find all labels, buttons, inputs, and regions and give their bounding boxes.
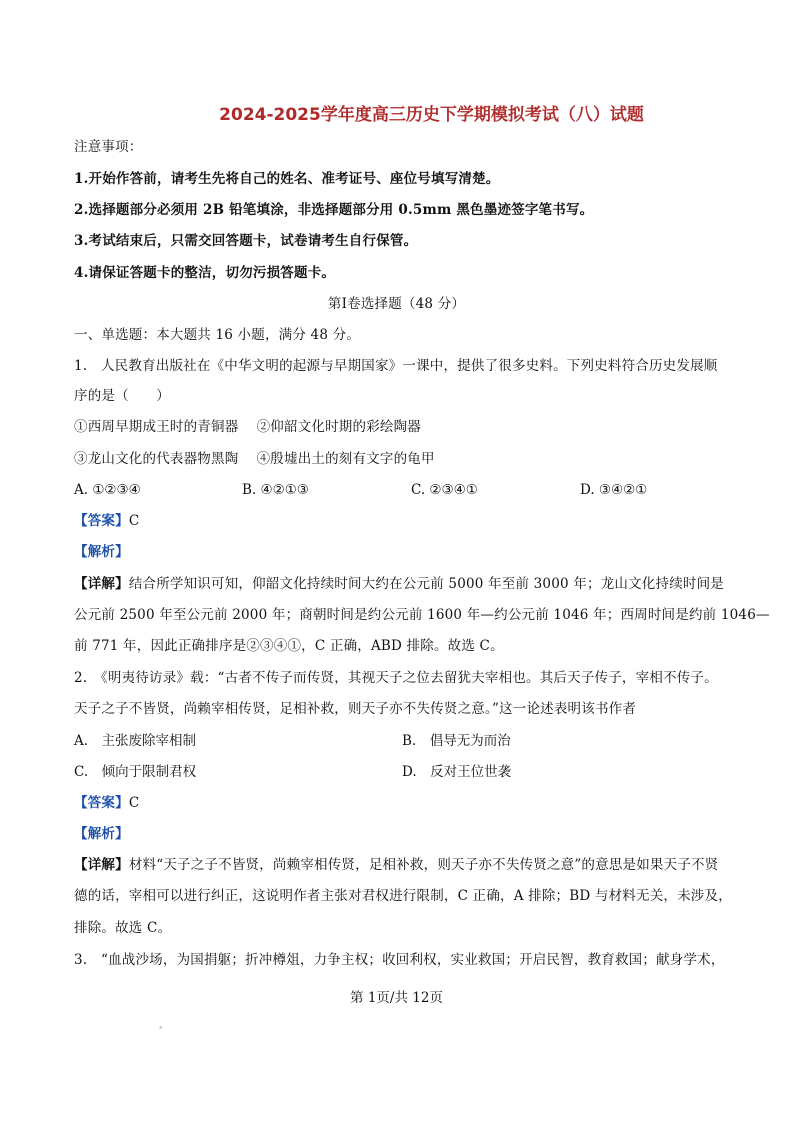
q1-answer-value: C (128, 513, 140, 529)
exam-title: 2024-2025学年度高三历史下学期模拟考试（八）试题 (219, 105, 644, 125)
q1-stem-line-2: 序的是（ ） (74, 388, 170, 404)
notice-item-1: 1.开始作答前，请考生先将自己的姓名、准考证号、座位号填写清楚。 (74, 171, 500, 187)
q2-answer-value: C (128, 795, 140, 811)
q2-detail-line-1 (74, 855, 718, 875)
q2-option-a: A. 主张废除宰相制 (74, 733, 197, 749)
q1-material-line-2: ③龙山文化的代表器物黑陶 ④殷墟出土的刻有文字的龟甲 (74, 451, 435, 467)
q1-option-d: D. ③④②① (580, 482, 648, 498)
q2-analysis-line (74, 824, 129, 844)
q1-option-b: B. ④②①③ (242, 482, 309, 498)
q1-material-line-1: ①西周早期成王时的青铜器 ②仰韶文化时期的彩绘陶器 (74, 419, 421, 435)
q1-answer-tag: 【答案】 (74, 513, 129, 529)
q2-answer-line (74, 793, 139, 813)
q1-detail-line-3: 前 771 年，因此正确排序是②③④①，C 正确，ABD 排除。故选 C。 (74, 638, 504, 654)
q1-detail-tag: 【详解】 (74, 576, 129, 592)
q2-detail-line-3: 排除。故选 C。 (74, 920, 172, 936)
q2-option-d: D. 反对王位世袭 (402, 764, 512, 780)
q2-answer-tag: 【答案】 (74, 795, 129, 811)
notice-heading: 注意事项： (74, 139, 143, 155)
q1-analysis-line (74, 542, 129, 562)
page-footer: 第 1页/共 12页 (350, 990, 443, 1006)
q1-detail-line-2: 公元前 2500 年至公元前 2000 年；商朝时间是约公元前 1600 年—约公元前 1046 年；西周时间是约前 1046— (74, 607, 770, 623)
q2-detail-line-2: 德的话，宰相可以进行纠正，这说明作者主张对君权进行限制，C 正确，A 排除；BD 与材料无关，未涉及， (74, 888, 732, 904)
section-title: 第Ⅰ卷选择题（48 分） (327, 296, 466, 312)
q1-stem-line-1: 1. 人民教育出版社在《中华文明的起源与早期国家》一课中，提供了很多史料。下列史料符合历史发展顺 (74, 358, 718, 374)
q1-detail-line-1 (74, 574, 724, 594)
q2-analysis-tag: 【解析】 (74, 826, 129, 842)
q3-stem-line-1: 3. “血战沙场，为国捐躯；折冲樽俎，力争主权；收回利权，实业救国；开启民智，教育救国；献身学术， (74, 952, 725, 968)
part-heading: 一、单选题：本大题共 16 小题，满分 48 分。 (74, 327, 361, 343)
q2-detail-text-1: 材料“天子之子不皆贤，尚赖宰相传贤，足相补救，则天子亦不失传贤之意”的意思是如果天子不贤 (128, 857, 719, 873)
q2-detail-tag: 【详解】 (74, 857, 129, 873)
q2-option-b: B. 倡导无为而治 (402, 733, 511, 749)
notice-item-2: 2.选择题部分必须用 2B 铅笔填涂，非选择题部分用 0.5mm 黑色墨迹签字笔书写。 (74, 202, 594, 218)
q1-detail-text-1: 结合所学知识可知，仰韶文化持续时间大约在公元前 5000 年至前 3000 年；龙山文化持续时间是 (128, 576, 724, 592)
q1-option-a: A. ①②③④ (74, 482, 141, 498)
q2-stem-line-2: 天子之子不皆贤，尚赖宰相传贤，足相补救，则天子亦不失传贤之意。”这一论述表明该书作者 (74, 701, 637, 717)
q1-option-c: C. ②③④① (411, 482, 478, 498)
q1-answer-line (74, 511, 139, 531)
q2-stem-line-1: 2. 《明夷待访录》载：“古者不传子而传贤，其视天子之位去留犹夫宰相也。其后天子传子，宰相不传子。 (74, 670, 718, 686)
notice-item-4: 4.请保证答题卡的整洁，切勿污损答题卡。 (74, 265, 336, 281)
q2-option-c: C. 倾向于限制君权 (74, 764, 197, 780)
q1-analysis-tag: 【解析】 (74, 544, 129, 560)
notice-item-3: 3.考试结束后，只需交回答题卡，试卷请考生自行保管。 (74, 233, 418, 249)
stray-mark: • (158, 1024, 164, 1034)
